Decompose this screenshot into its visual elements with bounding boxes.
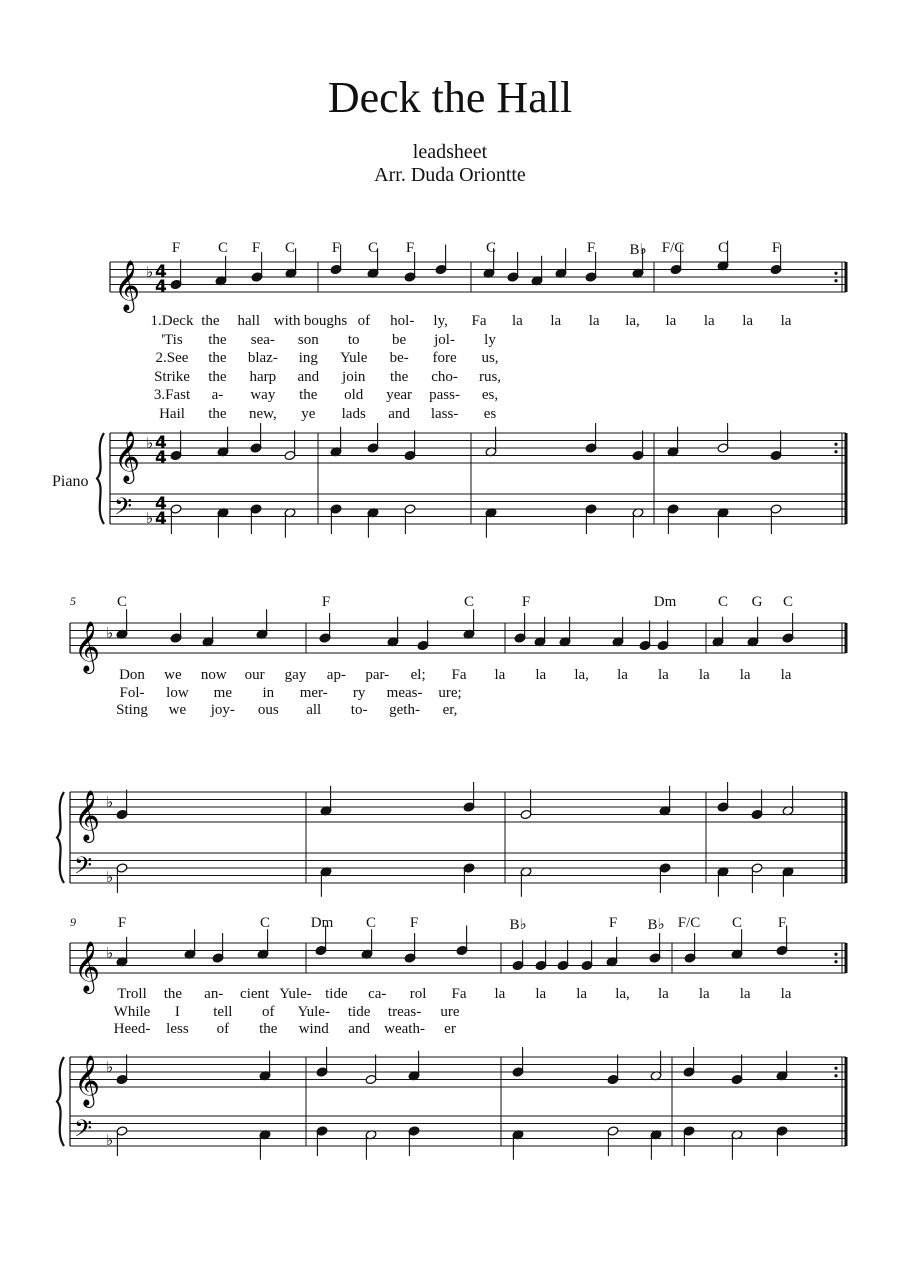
lyric-syllable: tell — [213, 1003, 233, 1020]
lyric-syllable: wind — [298, 1021, 329, 1037]
lyric-syllable: la — [550, 313, 562, 329]
chord-symbol: B♭ — [629, 242, 647, 258]
lyric-syllable: me — [213, 684, 233, 701]
measure-number: 9 — [70, 915, 76, 929]
lyric-syllable: ous — [257, 702, 279, 718]
lyric-syllable: la — [665, 313, 677, 329]
chord-symbol: C — [782, 594, 794, 610]
lyric-syllable: joy- — [210, 702, 235, 718]
lyric-syllable: hall — [237, 313, 260, 329]
chord-symbol: F/C — [677, 915, 701, 931]
song-subtitle: leadsheet — [412, 141, 488, 163]
lyric-syllable: ure; — [438, 684, 462, 701]
lyric-syllable: the — [259, 1021, 278, 1037]
treble-clef: 𝄞 — [74, 941, 101, 992]
lyric-syllable: la — [494, 986, 506, 1002]
arranger-credit: Arr. Duda Oriontte — [374, 164, 526, 186]
time-signature-numerator: 4 — [155, 494, 167, 514]
lyric-syllable: ca- — [368, 986, 387, 1002]
lyric-syllable: to — [347, 331, 360, 348]
chord-symbol: F — [331, 240, 341, 256]
chord-symbol: F — [521, 594, 531, 610]
treble-clef: 𝄞 — [114, 431, 141, 482]
time-signature-denominator: 4 — [155, 448, 167, 468]
lyric-syllable: be — [392, 331, 407, 348]
flat-key-signature: ♭ — [146, 263, 154, 281]
lyric-syllable: pass- — [429, 387, 460, 403]
lyric-syllable: la, — [625, 313, 640, 329]
lyric-syllable: la — [742, 313, 754, 329]
lyric-syllable: of — [262, 1003, 275, 1020]
lyric-syllable: I — [174, 1003, 180, 1020]
bass-clef: 𝄢 — [74, 1114, 93, 1148]
lyric-syllable: 3.Fast — [153, 387, 191, 403]
repeat-dot — [834, 272, 837, 275]
lyric-syllable: la — [739, 667, 751, 683]
chord-symbol: F — [405, 240, 415, 256]
lyric-syllable: we — [168, 702, 187, 718]
lyric-syllable: meas- — [386, 684, 423, 701]
chord-symbol: C — [367, 240, 379, 256]
lyric-syllable: Don — [119, 667, 145, 683]
lyric-syllable: rus, — [478, 368, 502, 385]
grand-staff-brace — [57, 1057, 64, 1146]
lyric-syllable: son — [297, 331, 319, 348]
lyric-syllable: la — [511, 313, 523, 329]
lyric-syllable: Heed- — [113, 1021, 151, 1037]
lyric-syllable: tide — [347, 1003, 371, 1020]
chord-symbol: C — [485, 240, 497, 256]
lyric-syllable: old — [344, 387, 364, 403]
chord-symbol: B♭ — [647, 917, 665, 933]
lyric-syllable: fore — [432, 350, 457, 366]
lyric-syllable: year — [386, 387, 413, 403]
lyric-syllable: mer- — [299, 684, 328, 701]
lyric-syllable: Yule- — [297, 1003, 330, 1020]
lyric-syllable: ye — [301, 405, 316, 422]
chord-symbol: F — [117, 915, 127, 931]
piano-instrument-label: Piano — [52, 473, 89, 490]
lyric-syllable: la — [780, 667, 792, 683]
treble-clef: 𝄞 — [74, 1055, 101, 1106]
chord-symbol: F — [771, 240, 781, 256]
chord-symbol: C — [284, 240, 296, 256]
chord-symbol: C — [217, 240, 229, 256]
chord-symbol: C — [116, 594, 128, 610]
lyric-syllable: ly, — [433, 313, 448, 329]
chord-symbol: F — [608, 915, 618, 931]
lyric-syllable: with — [273, 313, 301, 329]
measure-number: 5 — [70, 594, 76, 608]
lyric-syllable: la — [576, 986, 588, 1002]
lyric-syllable: 'Tis — [161, 331, 183, 348]
lyric-syllable: hol- — [390, 313, 415, 329]
lyric-syllable: ing — [298, 350, 318, 366]
lyric-syllable: ap- — [326, 667, 346, 683]
lyric-syllable: treas- — [387, 1003, 422, 1020]
lyric-syllable: la, — [615, 986, 630, 1002]
song-title: Deck the Hall — [327, 73, 573, 122]
time-signature-denominator: 4 — [155, 277, 167, 297]
repeat-dot — [834, 1067, 837, 1070]
flat-key-signature: ♭ — [146, 434, 154, 452]
flat-key-signature: ♭ — [106, 1058, 114, 1076]
repeat-dot — [834, 279, 837, 282]
grand-staff-brace — [57, 792, 64, 883]
lyric-syllable: el; — [410, 667, 426, 683]
lyric-syllable: Fa — [471, 313, 487, 329]
lyric-syllable: While — [113, 1003, 151, 1020]
flat-key-signature: ♭ — [106, 793, 114, 811]
chord-symbol: B♭ — [509, 917, 527, 933]
lyric-syllable: to- — [350, 702, 368, 718]
repeat-dot — [834, 960, 837, 963]
lyric-syllable: us, — [481, 350, 499, 366]
chord-symbol: Dm — [310, 915, 334, 931]
lyric-syllable: the — [201, 313, 220, 329]
chord-symbol: C — [463, 594, 475, 610]
lyric-syllable: la — [703, 313, 715, 329]
time-signature-numerator: 4 — [155, 262, 167, 282]
lyric-syllable: er — [444, 1021, 456, 1037]
lyric-syllable: tide — [325, 986, 348, 1002]
treble-clef: 𝄞 — [74, 790, 101, 841]
lyric-syllable: Fa — [451, 986, 467, 1002]
lyric-syllable: la — [617, 667, 628, 683]
chord-symbol: C — [365, 915, 377, 931]
lyric-syllable: la — [780, 986, 792, 1002]
lyric-syllable: a- — [211, 387, 224, 403]
lyric-syllable: blaz- — [247, 350, 278, 366]
lyric-syllable: join — [342, 368, 366, 385]
lyric-syllable: Troll — [117, 986, 147, 1002]
lyric-syllable: Hail — [159, 405, 185, 422]
lyric-syllable: cho- — [431, 368, 458, 385]
chord-symbol: Dm — [653, 594, 677, 610]
lyric-syllable: Yule — [339, 350, 368, 366]
chord-symbol: F — [321, 594, 331, 610]
lyric-syllable: la — [698, 986, 710, 1002]
bass-clef: 𝄢 — [114, 492, 133, 526]
lyric-syllable: the — [208, 331, 227, 348]
lyric-syllable: lads — [341, 405, 366, 422]
lyric-syllable: harp — [249, 368, 277, 385]
lyric-syllable: la — [657, 986, 669, 1002]
lyric-syllable: the — [208, 405, 227, 422]
lyric-syllable: an- — [204, 986, 224, 1002]
lyric-syllable: la, — [574, 667, 589, 683]
lyric-syllable: 2.See — [155, 350, 189, 366]
lyric-syllable: Yule- — [279, 986, 312, 1002]
lyric-syllable: cient — [240, 986, 270, 1002]
lyric-syllable: and — [297, 368, 320, 385]
lyric-syllable: la — [780, 313, 792, 329]
flat-key-signature: ♭ — [106, 624, 114, 642]
lyric-syllable: Fa — [451, 667, 467, 683]
lyric-syllable: the — [208, 350, 227, 366]
lyric-syllable: the — [299, 387, 318, 403]
flat-key-signature: ♭ — [146, 509, 154, 527]
lyric-syllable: la — [698, 667, 710, 683]
repeat-dot — [834, 953, 837, 956]
lyric-syllable: par- — [365, 667, 390, 683]
chord-symbol: G — [751, 594, 763, 610]
treble-clef: 𝄞 — [114, 260, 141, 311]
lyric-syllable: geth- — [389, 702, 420, 718]
lyric-syllable: in — [262, 684, 275, 701]
lyric-syllable: er, — [442, 702, 458, 718]
chord-symbol: F/C — [661, 240, 685, 256]
lyric-syllable: and — [388, 405, 410, 422]
chord-symbol: F — [251, 240, 261, 256]
lyric-syllable: less — [166, 1021, 189, 1037]
chord-symbol: C — [717, 240, 729, 256]
lyric-syllable: now — [200, 667, 227, 683]
repeat-dot — [834, 450, 837, 453]
lyric-syllable: low — [166, 684, 189, 701]
chord-symbol: F — [409, 915, 419, 931]
treble-clef: 𝄞 — [74, 621, 101, 672]
lyric-syllable: all — [306, 702, 322, 718]
lyric-syllable: the — [389, 368, 409, 385]
lyric-syllable: sea- — [250, 331, 275, 348]
lyric-syllable: la — [739, 986, 751, 1002]
lyric-syllable: jol- — [434, 331, 455, 348]
lyric-syllable: weath- — [384, 1021, 425, 1037]
chord-symbol: C — [717, 594, 729, 610]
lyric-syllable: boughs — [303, 313, 348, 329]
lyric-syllable: the — [163, 986, 183, 1002]
lyric-syllable: ure — [440, 1003, 460, 1020]
bass-clef: 𝄢 — [74, 851, 93, 885]
lyric-syllable: es, — [481, 387, 499, 403]
lyric-syllable: ly — [484, 331, 496, 348]
repeat-dot — [834, 443, 837, 446]
lyric-syllable: Fol- — [119, 684, 145, 701]
lyric-syllable: Strike — [154, 368, 190, 385]
lyric-syllable: 1.Deck — [150, 313, 194, 329]
time-signature-numerator: 4 — [155, 433, 167, 453]
repeat-dot — [834, 1074, 837, 1077]
lyric-syllable: la — [535, 986, 547, 1002]
lyric-syllable: of — [216, 1021, 230, 1037]
lyric-syllable: ry — [352, 684, 366, 701]
lyric-syllable: Sting — [116, 702, 148, 718]
lyric-syllable: gay — [284, 667, 307, 683]
lyric-syllable: la — [535, 667, 547, 683]
lyric-syllable: rol — [409, 986, 427, 1002]
lyric-syllable: we — [164, 667, 182, 683]
lyric-syllable: new, — [248, 405, 277, 422]
time-signature-denominator: 4 — [155, 509, 167, 529]
grand-staff-brace — [97, 433, 104, 524]
lyric-syllable: and — [348, 1021, 370, 1037]
chord-symbol: C — [259, 915, 271, 931]
chord-symbol: F — [586, 240, 596, 256]
chord-symbol: F — [171, 240, 181, 256]
flat-key-signature: ♭ — [106, 1131, 114, 1149]
chord-symbol: F — [777, 915, 787, 931]
lyric-syllable: the — [208, 368, 227, 385]
lyric-syllable: of — [357, 313, 371, 329]
chord-symbol: C — [731, 915, 743, 931]
lyric-syllable: es — [483, 405, 497, 422]
lyric-syllable: be- — [389, 350, 409, 366]
lyric-syllable: our — [244, 667, 265, 683]
flat-key-signature: ♭ — [106, 944, 114, 962]
lyric-syllable: la — [494, 667, 506, 683]
lyric-syllable: la — [588, 313, 600, 329]
lyric-syllable: way — [250, 387, 276, 403]
lyric-syllable: la — [657, 667, 669, 683]
lyric-syllable: lass- — [430, 405, 459, 422]
flat-key-signature: ♭ — [106, 868, 114, 886]
